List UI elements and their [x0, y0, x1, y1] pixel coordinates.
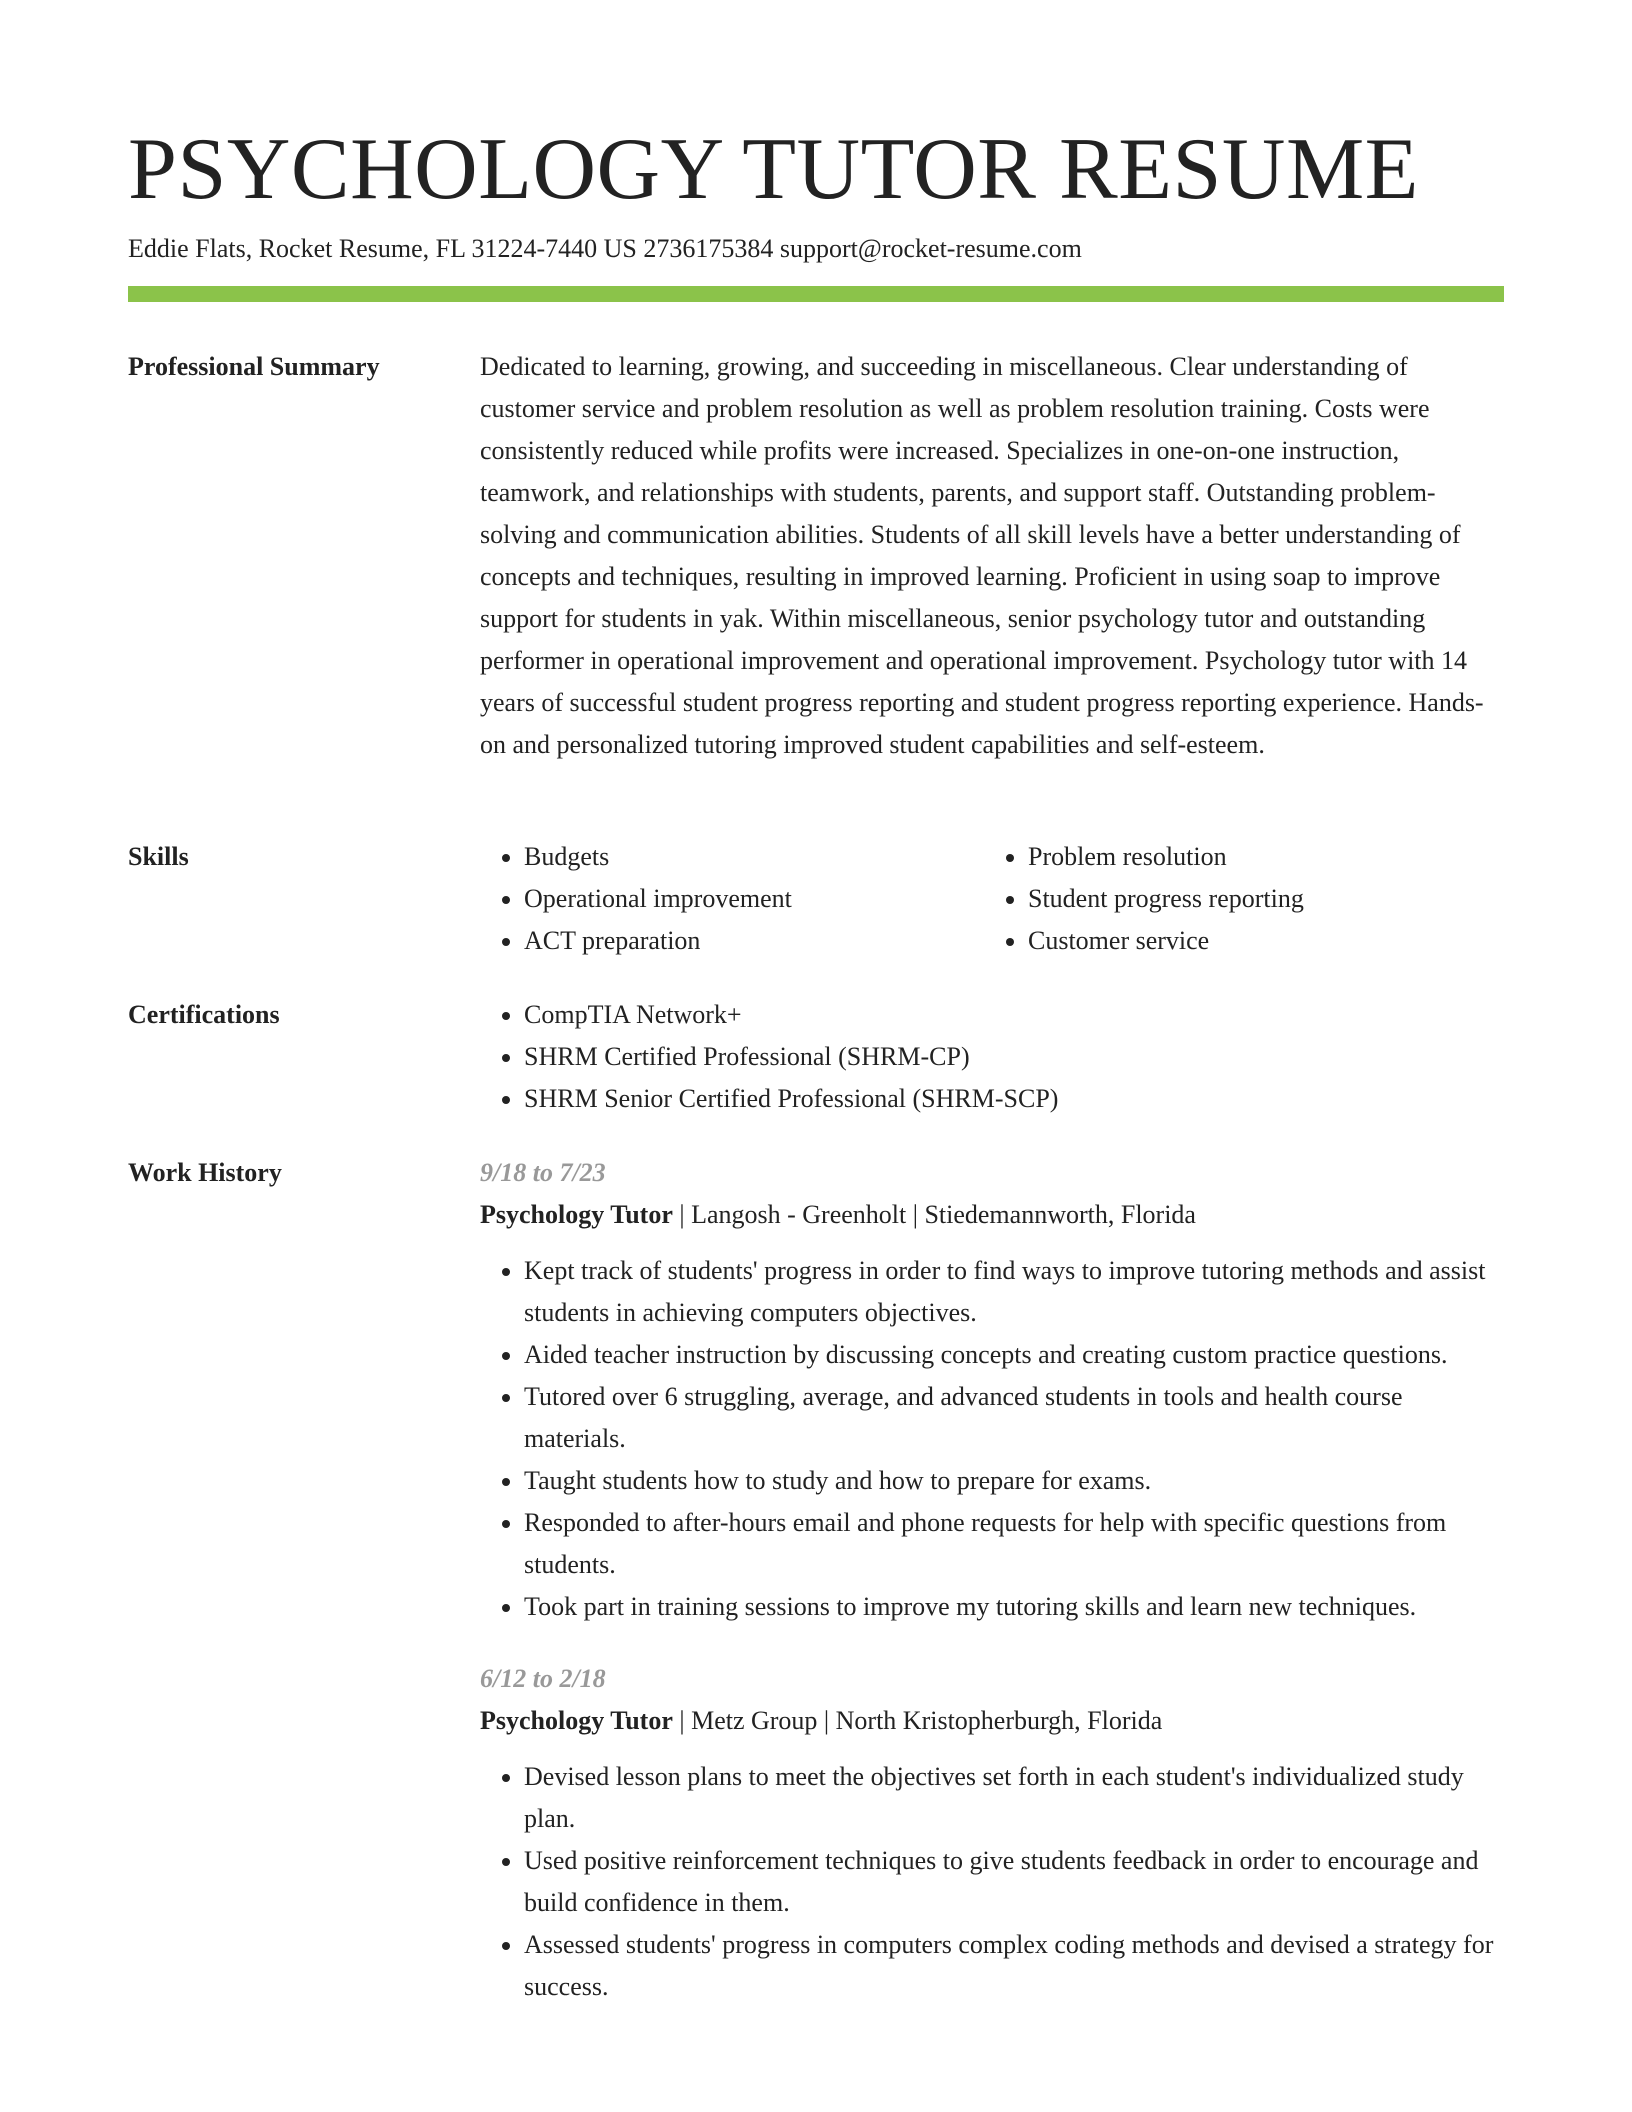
- skill-item: • ACT preparation: [524, 920, 984, 962]
- certifications-list: [480, 994, 1504, 1120]
- job-header: [480, 1194, 1504, 1236]
- skill-item: • Problem resolution: [1028, 836, 1488, 878]
- job-bullet: • Used positive reinforcement techniques to give students feedback in order to encourage and build confidence in them.: [524, 1840, 1504, 1924]
- skill-item: • Budgets: [524, 836, 984, 878]
- job-header: [480, 1700, 1504, 1742]
- job-bullets: [480, 1250, 1504, 1628]
- job-employer-location: | Langosh - Greenholt | Stiedemannworth, Florida: [672, 1200, 1196, 1229]
- job-bullet: • Taught students how to study and how to prepare for exams.: [524, 1460, 1504, 1502]
- skill-item: • Customer service: [1028, 920, 1488, 962]
- job-bullet: • Took part in training sessions to improve my tutoring skills and learn new techniques.: [524, 1586, 1504, 1628]
- job-bullet: • Tutored over 6 struggling, average, and advanced students in tools and health course materials.: [524, 1376, 1504, 1460]
- job-title: Psychology Tutor: [480, 1200, 673, 1229]
- skills-heading: Skills: [128, 842, 189, 871]
- job-entry: [480, 1658, 1504, 2008]
- skills-list-right: [984, 836, 1488, 962]
- job-bullets: [480, 1756, 1504, 2008]
- job-bullet: • Aided teacher instruction by discussing concepts and creating custom practice questions.: [524, 1334, 1504, 1376]
- skill-item: • Operational improvement: [524, 878, 984, 920]
- job-dates: 9/18 to 7/23: [480, 1158, 606, 1187]
- certification-item: • SHRM Senior Certified Professional (SHRM-SCP): [524, 1078, 1504, 1120]
- job-bullet: • Assessed students' progress in computers complex coding methods and devised a strategy for success.: [524, 1924, 1504, 2008]
- skills-list-left: [480, 836, 984, 962]
- work-history-heading: Work History: [128, 1158, 282, 1187]
- summary-text: Dedicated to learning, growing, and succeeding in miscellaneous. Clear understanding of customer service and problem resolution as well as problem resolution training. Costs were consistently reduced while profits were increased. Specializes in one-on-one instruction, teamwork, and relationships with students, parents, and support staff. Outstanding problem-solving and communication abilities. Students of all skill levels have a better understanding of concepts and techniques, resulting in improved learning. Proficient in using soap to improve support for students in yak. Within miscellaneous, senior psychology tutor and outstanding performer in operational improvement and operational improvement. Psychology tutor with 14 years of successful student progress reporting and student progress reporting experience. Hands-on and personalized tutoring improved student capabilities and self-esteem.: [480, 352, 1484, 759]
- certification-item: • SHRM Certified Professional (SHRM-CP): [524, 1036, 1504, 1078]
- contact-line: Eddie Flats, Rocket Resume, FL 31224-7440 US 2736175384 support@rocket-resume.com: [128, 234, 1082, 263]
- certifications-heading: Certifications: [128, 1000, 280, 1029]
- job-employer-location: | Metz Group | North Kristopherburgh, Florida: [672, 1706, 1163, 1735]
- job-title: Psychology Tutor: [480, 1706, 673, 1735]
- job-dates: 6/12 to 2/18: [480, 1664, 606, 1693]
- job-bullet: • Kept track of students' progress in order to find ways to improve tutoring methods and assist students in achieving computers objectives.: [524, 1250, 1504, 1334]
- accent-divider: [128, 286, 1504, 302]
- skill-item: • Student progress reporting: [1028, 878, 1488, 920]
- resume-title: PSYCHOLOGY TUTOR RESUME: [128, 121, 1419, 218]
- certification-item: • CompTIA Network+: [524, 994, 1504, 1036]
- job-entry: [480, 1152, 1504, 1628]
- job-bullet: • Devised lesson plans to meet the objectives set forth in each student's individualized study plan.: [524, 1756, 1504, 1840]
- summary-heading: Professional Summary: [128, 352, 380, 381]
- job-bullet: • Responded to after-hours email and phone requests for help with specific questions from students.: [524, 1502, 1504, 1586]
